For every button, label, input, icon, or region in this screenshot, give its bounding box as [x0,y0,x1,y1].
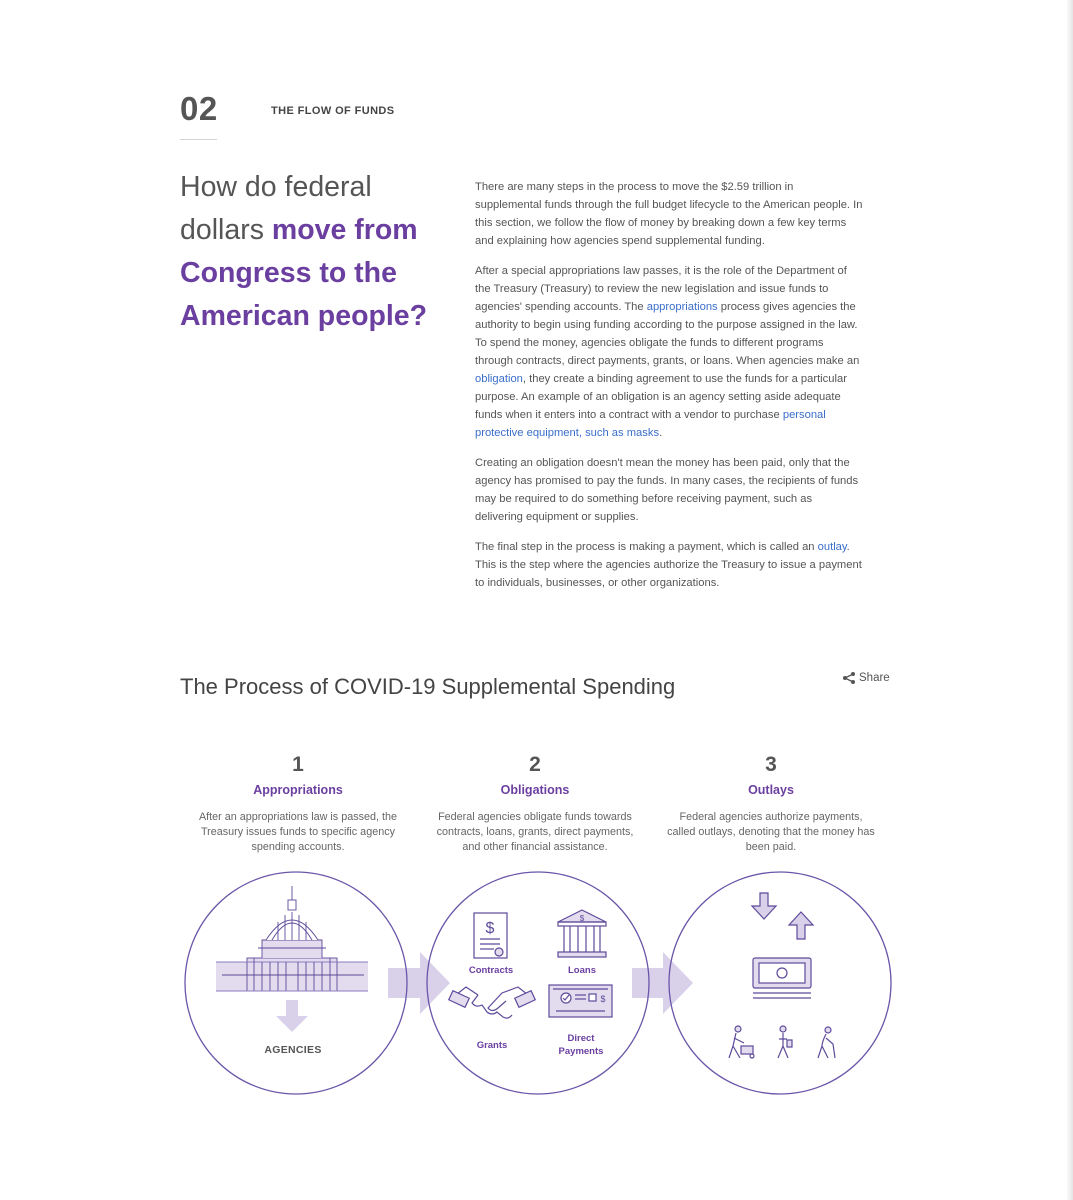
paragraph-text: , they create a binding agreement to use the funds for a particular purpose. An example of an obligation is an agency setting aside adequate funds when it enters into a contract with a vendor to purchase [475,373,847,421]
bank-icon [558,910,606,957]
step-description: After an appropriations law is passed, the Treasury issues funds to specific agency spending accounts. [198,811,398,853]
ppe-link[interactable]: personal protective equipment, such as masks [475,409,826,439]
step-name: Obligations [500,783,570,797]
share-label: Share [859,672,890,684]
step-name: Outlays [748,783,794,797]
process-title: The Process of COVID-19 Supplemental Spending [180,674,676,699]
direct-payments-label-line1: Direct [567,1033,595,1044]
intro-paragraph-3: Creating an obligation doesn't mean the money has been paid, only that the agency has promised to pay the funds. In many cases, the recipients of funds may be required to do something before receiving payment, such as delivering equipment or supplies. [475,457,859,523]
capitol-icon [216,886,368,991]
paragraph-text: process gives agencies the authority to begin using funding according to the purpose assigned in the law. To spend the money, agencies obligate the funds to different programs through contracts, direct payments, grants, or loans. When agencies make an [475,301,860,367]
paragraph-text: The final step in the process is making a payment, which is called an [475,541,818,553]
loans-label: Loans [568,965,596,976]
obligations-circle [427,872,649,1094]
down-arrow-icon [276,1000,308,1032]
transfer-arrows-icon [752,893,813,939]
svg-text:$: $ [579,914,585,923]
flow-arrow-2 [632,952,693,1014]
headline-highlight: move from Congress to the American people? [180,214,428,332]
handshake-icon [449,987,536,1018]
step-description: Federal agencies obligate funds towards contracts, loans, grants, direct payments, and other financial assistance. [436,811,634,853]
check-icon [549,985,612,1017]
contract-icon [474,913,507,958]
obligation-link[interactable]: obligation [475,373,523,385]
svg-text:$: $ [600,994,606,1004]
people-icon [729,1026,835,1058]
money-icon [753,958,811,998]
section-number: 02 [180,90,218,127]
step-number: 3 [765,753,777,776]
step-number: 2 [529,753,541,776]
step-description: Federal agencies authorize payments, called outlays, denoting that the money has been paid. [667,811,875,853]
outlay-link[interactable]: outlay [817,541,847,553]
paragraph-text: After a special appropriations law passes, it is the role of the Department of the Treasury (Treasury) to review the new legislation and issue funds to agencies' spending accounts. The [475,265,847,313]
step-name: Appropriations [253,783,343,797]
grants-label: Grants [476,1040,508,1051]
contracts-label: Contracts [468,965,514,976]
paragraph-text: . [659,427,663,439]
svg-text:$: $ [485,920,495,937]
paragraph-text: . This is the step where the agencies authorize the Treasury to issue a payment to individuals, businesses, or other organizations. [475,541,862,589]
section-label: THE FLOW OF FUNDS [271,105,395,117]
appropriations-link[interactable]: appropriations [646,301,718,313]
flow-arrow-1 [388,952,450,1014]
headline-plain: How do federal dollars [180,171,372,246]
step-number: 1 [292,753,304,776]
agencies-label: AGENCIES [264,1044,322,1056]
intro-paragraph-1: There are many steps in the process to move the $2.59 trillion in supplemental funds through the full budget lifecycle to the American people. In this section, we follow the flow of money by breaking down a few key terms and explaining how agencies spend supplemental funding. [475,181,863,247]
direct-payments-label-line2: Payments [558,1046,604,1057]
